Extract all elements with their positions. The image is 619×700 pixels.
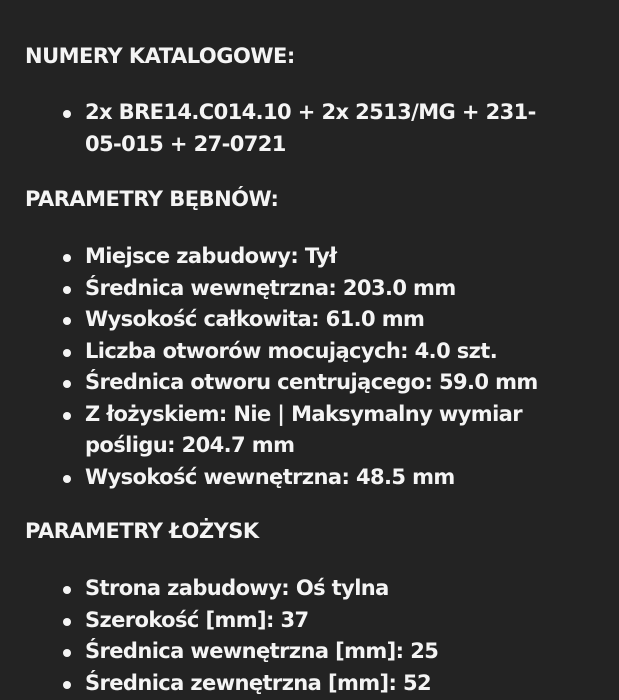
list-item: Wysokość wewnętrzna: 48.5 mm	[85, 462, 565, 494]
list-item: Średnica otworu centrującego: 59.0 mm	[85, 367, 565, 399]
list-item: Liczba otworów mocujących: 4.0 szt.	[85, 336, 565, 368]
list-item: Wysokość całkowita: 61.0 mm	[85, 304, 565, 336]
list-item: Miejsce zabudowy: Tył	[85, 241, 565, 273]
catalog-numbers-list	[0, 97, 565, 160]
list-item: Średnica wewnętrzna: 203.0 mm	[85, 273, 565, 305]
section-heading-bearing-parameters: PARAMETRY ŁOŻYSK	[25, 519, 259, 543]
bearing-parameters-list	[0, 573, 565, 699]
list-item: 2x BRE14.C014.10 + 2x 2513/MG + 231-05-015 + 27-0721	[85, 97, 565, 160]
list-item: Strona zabudowy: Oś tylna	[85, 573, 565, 605]
list-item: Średnica wewnętrzna [mm]: 25	[85, 636, 565, 668]
list-item: Średnica zewnętrzna [mm]: 52	[85, 668, 565, 700]
list-item: Szerokość [mm]: 37	[85, 605, 565, 637]
section-heading-catalog-numbers: NUMERY KATALOGOWE:	[25, 44, 295, 68]
list-item: Z łożyskiem: Nie | Maksymalny wymiar pośligu: 204.7 mm	[85, 399, 565, 462]
drum-parameters-list	[0, 241, 565, 493]
section-heading-drum-parameters: PARAMETRY BĘBNÓW:	[25, 187, 279, 211]
